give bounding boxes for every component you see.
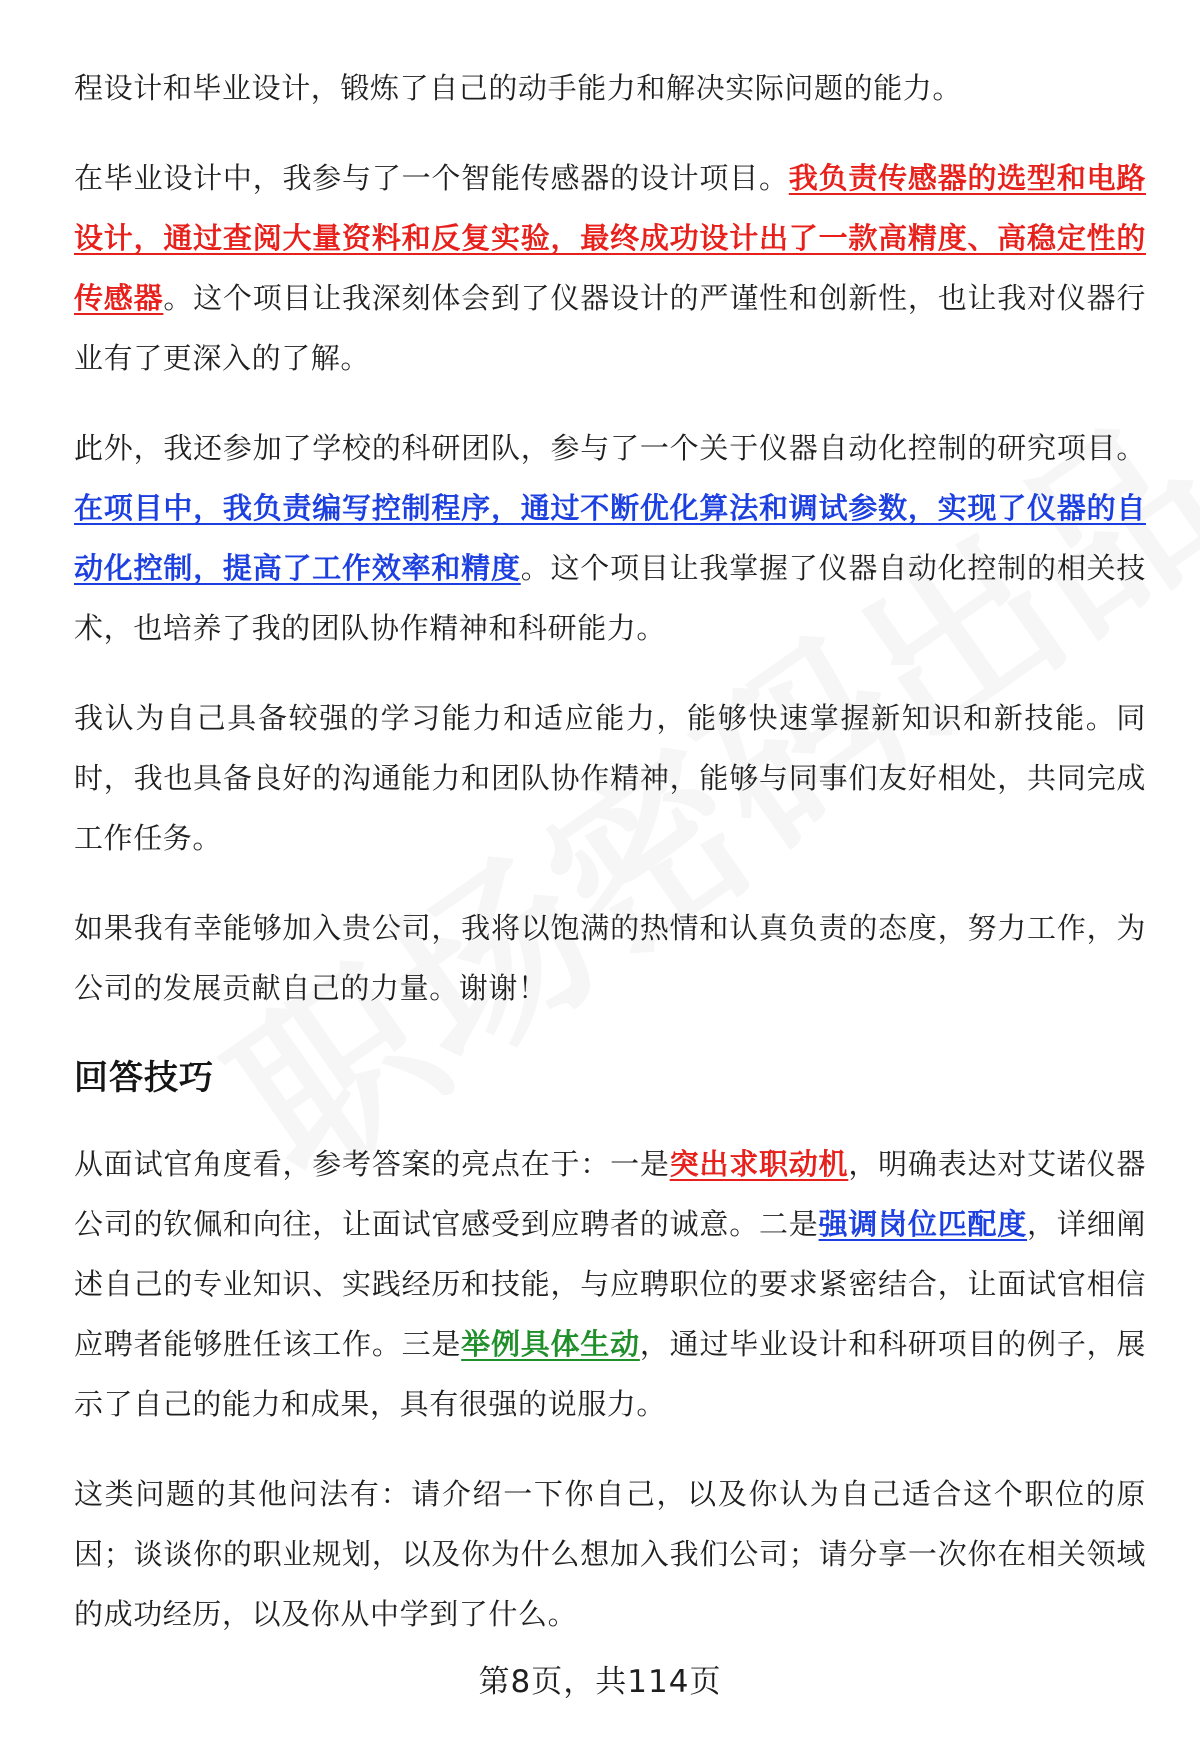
paragraph-text: 程设计和毕业设计，锻炼了自己的动手能力和解决实际问题的能力。 <box>74 71 963 105</box>
paragraph-research-project <box>74 418 1146 658</box>
paragraph-intro-continued <box>74 58 1146 118</box>
paragraph-abilities <box>74 688 1146 868</box>
paragraph-closing <box>74 898 1146 1018</box>
paragraph-text: ，明确表达对艾诺仪器公司的钦佩和向往，让面试官感受到应聘者的诚意。二是 <box>74 1147 1146 1241</box>
highlight-automation-control: 在项目中，我负责编写控制程序，通过不断优化算法和调试参数，实现了仪器的自动化控制，提高了工作效率和精度 <box>74 491 1146 585</box>
page-number-footer: 第8页，共114页 <box>478 1664 722 1700</box>
highlight-job-match: 强调岗位匹配度 <box>818 1207 1028 1241</box>
paragraph-other-questions <box>74 1464 1146 1644</box>
paragraph-text: 如果我有幸能够加入贵公司，我将以饱满的热情和认真负责的态度，努力工作，为公司的发展贡献自己的力量。谢谢！ <box>74 911 1146 1005</box>
highlight-sensor-design: 我负责传感器的选型和电路设计，通过查阅大量资料和反复实验，最终成功设计出了一款高精度、高稳定性的传感器 <box>74 161 1147 315</box>
paragraph-text: 。这个项目让我深刻体会到了仪器设计的严谨性和创新性，也让我对仪器行业有了更深入的了解。 <box>74 281 1146 375</box>
highlight-motivation: 突出求职动机 <box>669 1147 849 1181</box>
paragraph-text: ，通过毕业设计和科研项目的例子，展示了自己的能力和成果，具有很强的说服力。 <box>74 1327 1146 1421</box>
paragraph-text: 在毕业设计中，我参与了一个智能传感器的设计项目。 <box>74 161 789 195</box>
highlight-examples: 举例具体生动 <box>461 1327 640 1361</box>
paragraph-sensor-project <box>74 148 1146 388</box>
paragraph-text: 我认为自己具备较强的学习能力和适应能力，能够快速掌握新知识和新技能。同时，我也具备良好的沟通能力和团队协作精神，能够与同事们友好相处，共同完成工作任务。 <box>74 701 1146 855</box>
paragraph-tips <box>74 1134 1146 1434</box>
paragraph-text: 此外，我还参加了学校的科研团队，参与了一个关于仪器自动化控制的研究项目。 <box>74 431 1146 465</box>
paragraph-text: 从面试官角度看，参考答案的亮点在于：一是 <box>74 1147 670 1181</box>
page-content <box>74 58 1146 1674</box>
section-title: 回答技巧 <box>74 1058 214 1098</box>
paragraph-text: 这类问题的其他问法有：请介绍一下你自己，以及你认为自己适合这个职位的原因；谈谈你的职业规划，以及你为什么想加入我们公司；请分享一次你在相关领域的成功经历，以及你从中学到了什么。 <box>74 1477 1146 1631</box>
paragraph-text: 。这个项目让我掌握了仪器自动化控制的相关技术，也培养了我的团队协作精神和科研能力。 <box>74 551 1146 645</box>
paragraph-text: ，详细阐述自己的专业知识、实践经历和技能，与应聘职位的要求紧密结合，让面试官相信应聘者能够胜任该工作。三是 <box>74 1207 1146 1361</box>
